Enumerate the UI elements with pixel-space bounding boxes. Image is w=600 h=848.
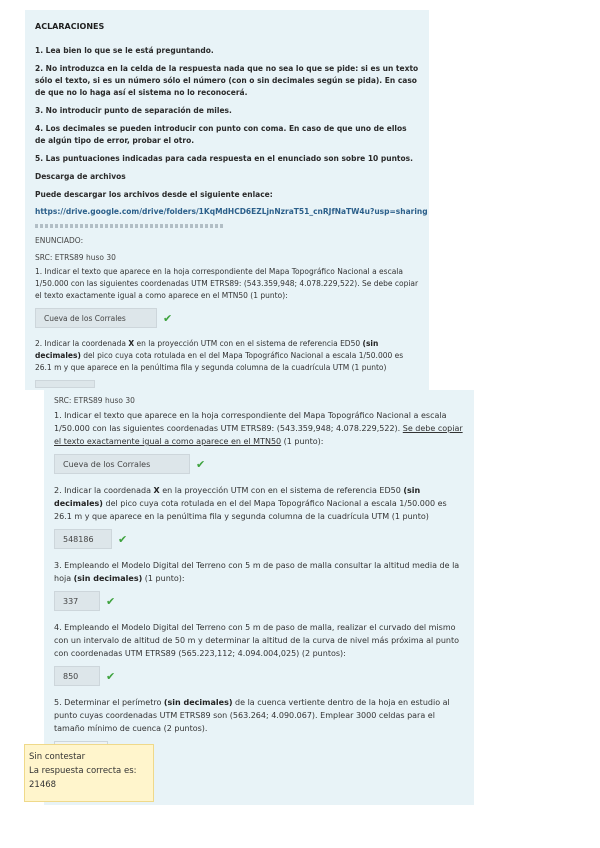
answer-4-row — [54, 666, 464, 686]
check-icon: ✔ — [106, 594, 116, 608]
rule-5: 5. Las puntuaciones indicadas para cada respuesta en el enunciado son sobre 10 puntos. — [35, 154, 413, 163]
question-2: 2. Indicar la coordenada X en la proyección UTM con en el sistema de referencia ED50 (sin decimales) del pico cuya cota rotulada en el del Mapa Topográfico Nacional a escala 1/50.000 es 26.1 m y que aparece en la penúltima fila y segunda columna de la cuadrícula UTM (1 punto) — [54, 486, 447, 521]
answer-1-row — [35, 308, 419, 328]
divider — [35, 224, 225, 228]
clarifications-heading: ACLARACIONES — [35, 22, 105, 31]
rule-2: 2. No introduzca en la celda de la respuesta nada que no sea lo que se pide: si es un texto sólo el texto, si es un número sólo el número (con o sin decimales según se pida). En caso de que no lo haga así el sistema no lo reconocerá. — [35, 64, 419, 97]
rule-3: 3. No introducir punto de separación de miles. — [35, 106, 232, 115]
feedback-tooltip — [24, 744, 154, 802]
answer-3-field[interactable]: 337 — [54, 591, 100, 611]
tooltip-status: Sin contestar — [29, 752, 86, 762]
question-5: 5. Determinar el perímetro (sin decimales) de la cuenca vertiente dentro de la hoja en estudio al punto cuyas coordenadas UTM ETRS89 son (563.264; 4.090.067). Emplear 3000 celdas para el tamaño mínimo de cuenca (2 puntos). — [54, 698, 450, 733]
answer-2-field-partial[interactable] — [35, 380, 95, 388]
answer-1-field[interactable]: Cueva de los Corrales — [54, 454, 190, 474]
question-1: 1. Indicar el texto que aparece en la hoja correspondiente del Mapa Topográfico Nacional a escala 1/50.000 con las siguientes coordenadas UTM ETRS89: (543.359,948; 4.078.229,522). Se debe copiar el texto exactamente igual a como aparece en el MTN50 (1 punto): — [35, 267, 419, 300]
answer-2-row — [54, 529, 464, 549]
questions-panel — [44, 390, 474, 805]
tooltip-correct-answer: La respuesta correcta es: 21468 — [29, 766, 137, 790]
rule-4: 4. Los decimales se pueden introducir con punto con coma. En caso de que uno de ellos de algún tipo de error, probar el otro. — [35, 124, 407, 145]
rule-1: 1. Lea bien lo que se le está preguntando. — [35, 46, 214, 55]
question-3: 3. Empleando el Modelo Digital del Terreno con 5 m de paso de malla consultar la altitud media de la hoja (sin decimales) (1 punto): — [54, 561, 460, 583]
downloads-heading: Descarga de archivos — [35, 172, 126, 181]
check-icon: ✔ — [196, 457, 206, 471]
drive-link[interactable]: https://drive.google.com/drive/folders/1KqMdHCD6EZLjnNzraT51_cnRJfNaTW4u?usp=sharing — [35, 207, 428, 216]
question-4: 4. Empleando el Modelo Digital del Terreno con 5 m de paso de malla, realizar el curvado del mismo con un intervalo de altitud de 50 m y determinar la altitud de la curva de nivel más próxima al punto con coordenadas UTM ETRS89 (565.223,112; 4.094.004,025) (2 puntos): — [54, 623, 460, 658]
src-label: SRC: ETRS89 huso 30 — [35, 253, 116, 262]
check-icon: ✔ — [106, 669, 116, 683]
answer-2-field[interactable]: 548186 — [54, 529, 112, 549]
downloads-text: Puede descargar los archivos desde el siguiente enlace: — [35, 190, 273, 199]
question-2: 2. Indicar la coordenada X en la proyección UTM con en el sistema de referencia ED50 (sin decimales) del pico cuya cota rotulada en el del Mapa Topográfico Nacional a escala 1/50.000 es 26.1 m y que aparece en la penúltima fila y segunda columna de la cuadrícula UTM (1 punto) — [35, 339, 404, 372]
instructions-panel — [25, 10, 429, 390]
check-icon: ✔ — [118, 532, 128, 546]
answer-3-row — [54, 591, 464, 611]
answer-4-field[interactable]: 850 — [54, 666, 100, 686]
question-1: 1. Indicar el texto que aparece en la hoja correspondiente del Mapa Topográfico Nacional a escala 1/50.000 con las siguientes coordenadas UTM ETRS89: (543.359,948; 4.078.229,522). Se debe copiar el texto exactamente igual a como aparece en el MTN50 (1 punto): — [54, 411, 463, 446]
check-icon: ✔ — [163, 311, 173, 325]
statement-label: ENUNCIADO: — [35, 236, 84, 245]
answer-1-field[interactable]: Cueva de los Corrales — [35, 308, 157, 328]
src-label: SRC: ETRS89 huso 30 — [54, 396, 135, 405]
answer-1-row — [54, 454, 464, 474]
